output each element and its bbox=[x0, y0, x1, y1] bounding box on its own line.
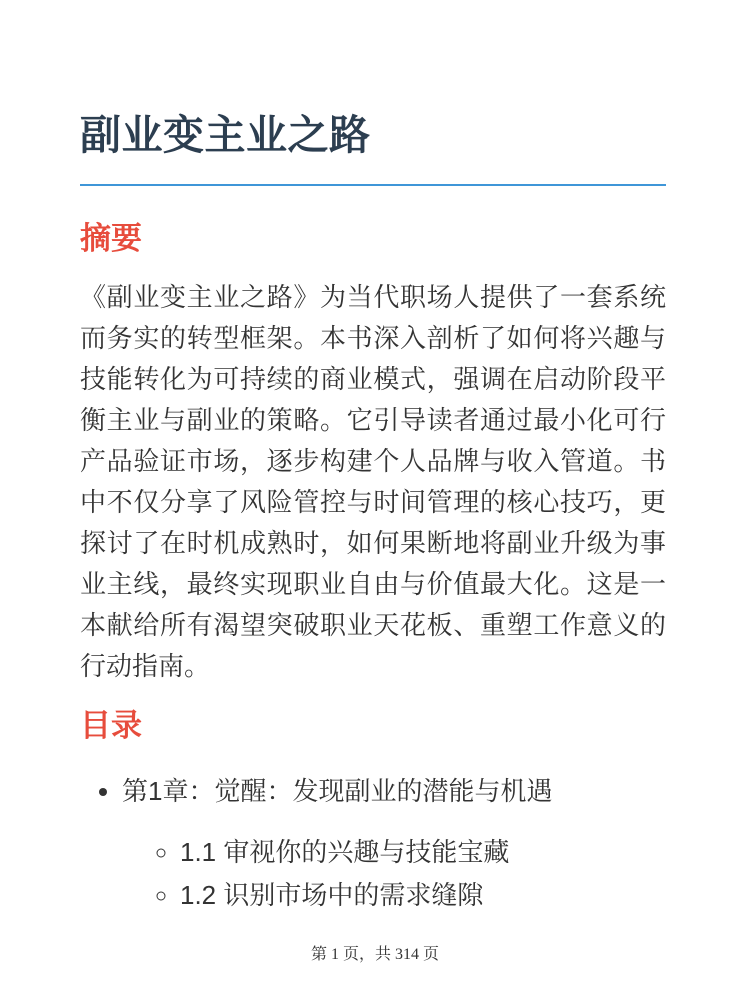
toc-list bbox=[80, 776, 666, 911]
toc-section-label: 1.1 审视你的兴趣与技能宝藏 bbox=[180, 837, 510, 867]
title-divider bbox=[80, 184, 666, 186]
toc-section-label: 1.2 识别市场中的需求缝隙 bbox=[180, 880, 484, 910]
toc-section-item bbox=[180, 837, 666, 868]
toc-heading: 目录 bbox=[80, 708, 142, 743]
toc-chapter-item bbox=[122, 776, 666, 911]
toc-section-item bbox=[180, 880, 666, 911]
toc-sublist bbox=[122, 837, 666, 911]
abstract-heading: 摘要 bbox=[80, 221, 142, 256]
page-title: 副业变主业之路 bbox=[80, 112, 371, 158]
toc-chapter-label: 第1章：觉醒：发现副业的潜能与机遇 bbox=[122, 776, 553, 806]
page-number: 第 1 页，共 314 页 bbox=[310, 946, 439, 963]
abstract-paragraph: 《副业变主业之路》为当代职场人提供了一套系统而务实的转型框架。本书深入剖析了如何将兴趣与技能转化为可持续的商业模式，强调在启动阶段平衡主业与副业的策略。它引导读者通过最小化可行产品验证市场，逐步构建个人品牌与收入管道。书中不仅分享了风险管控与时间管理的核心技巧，更探讨了在时机成熟时，如何果断地将副业升级为事业主线，最终实现职业自由与价值最大化。这是一本献给所有渴望突破职业天花板、重塑工作意义的行动指南。 bbox=[80, 282, 666, 681]
